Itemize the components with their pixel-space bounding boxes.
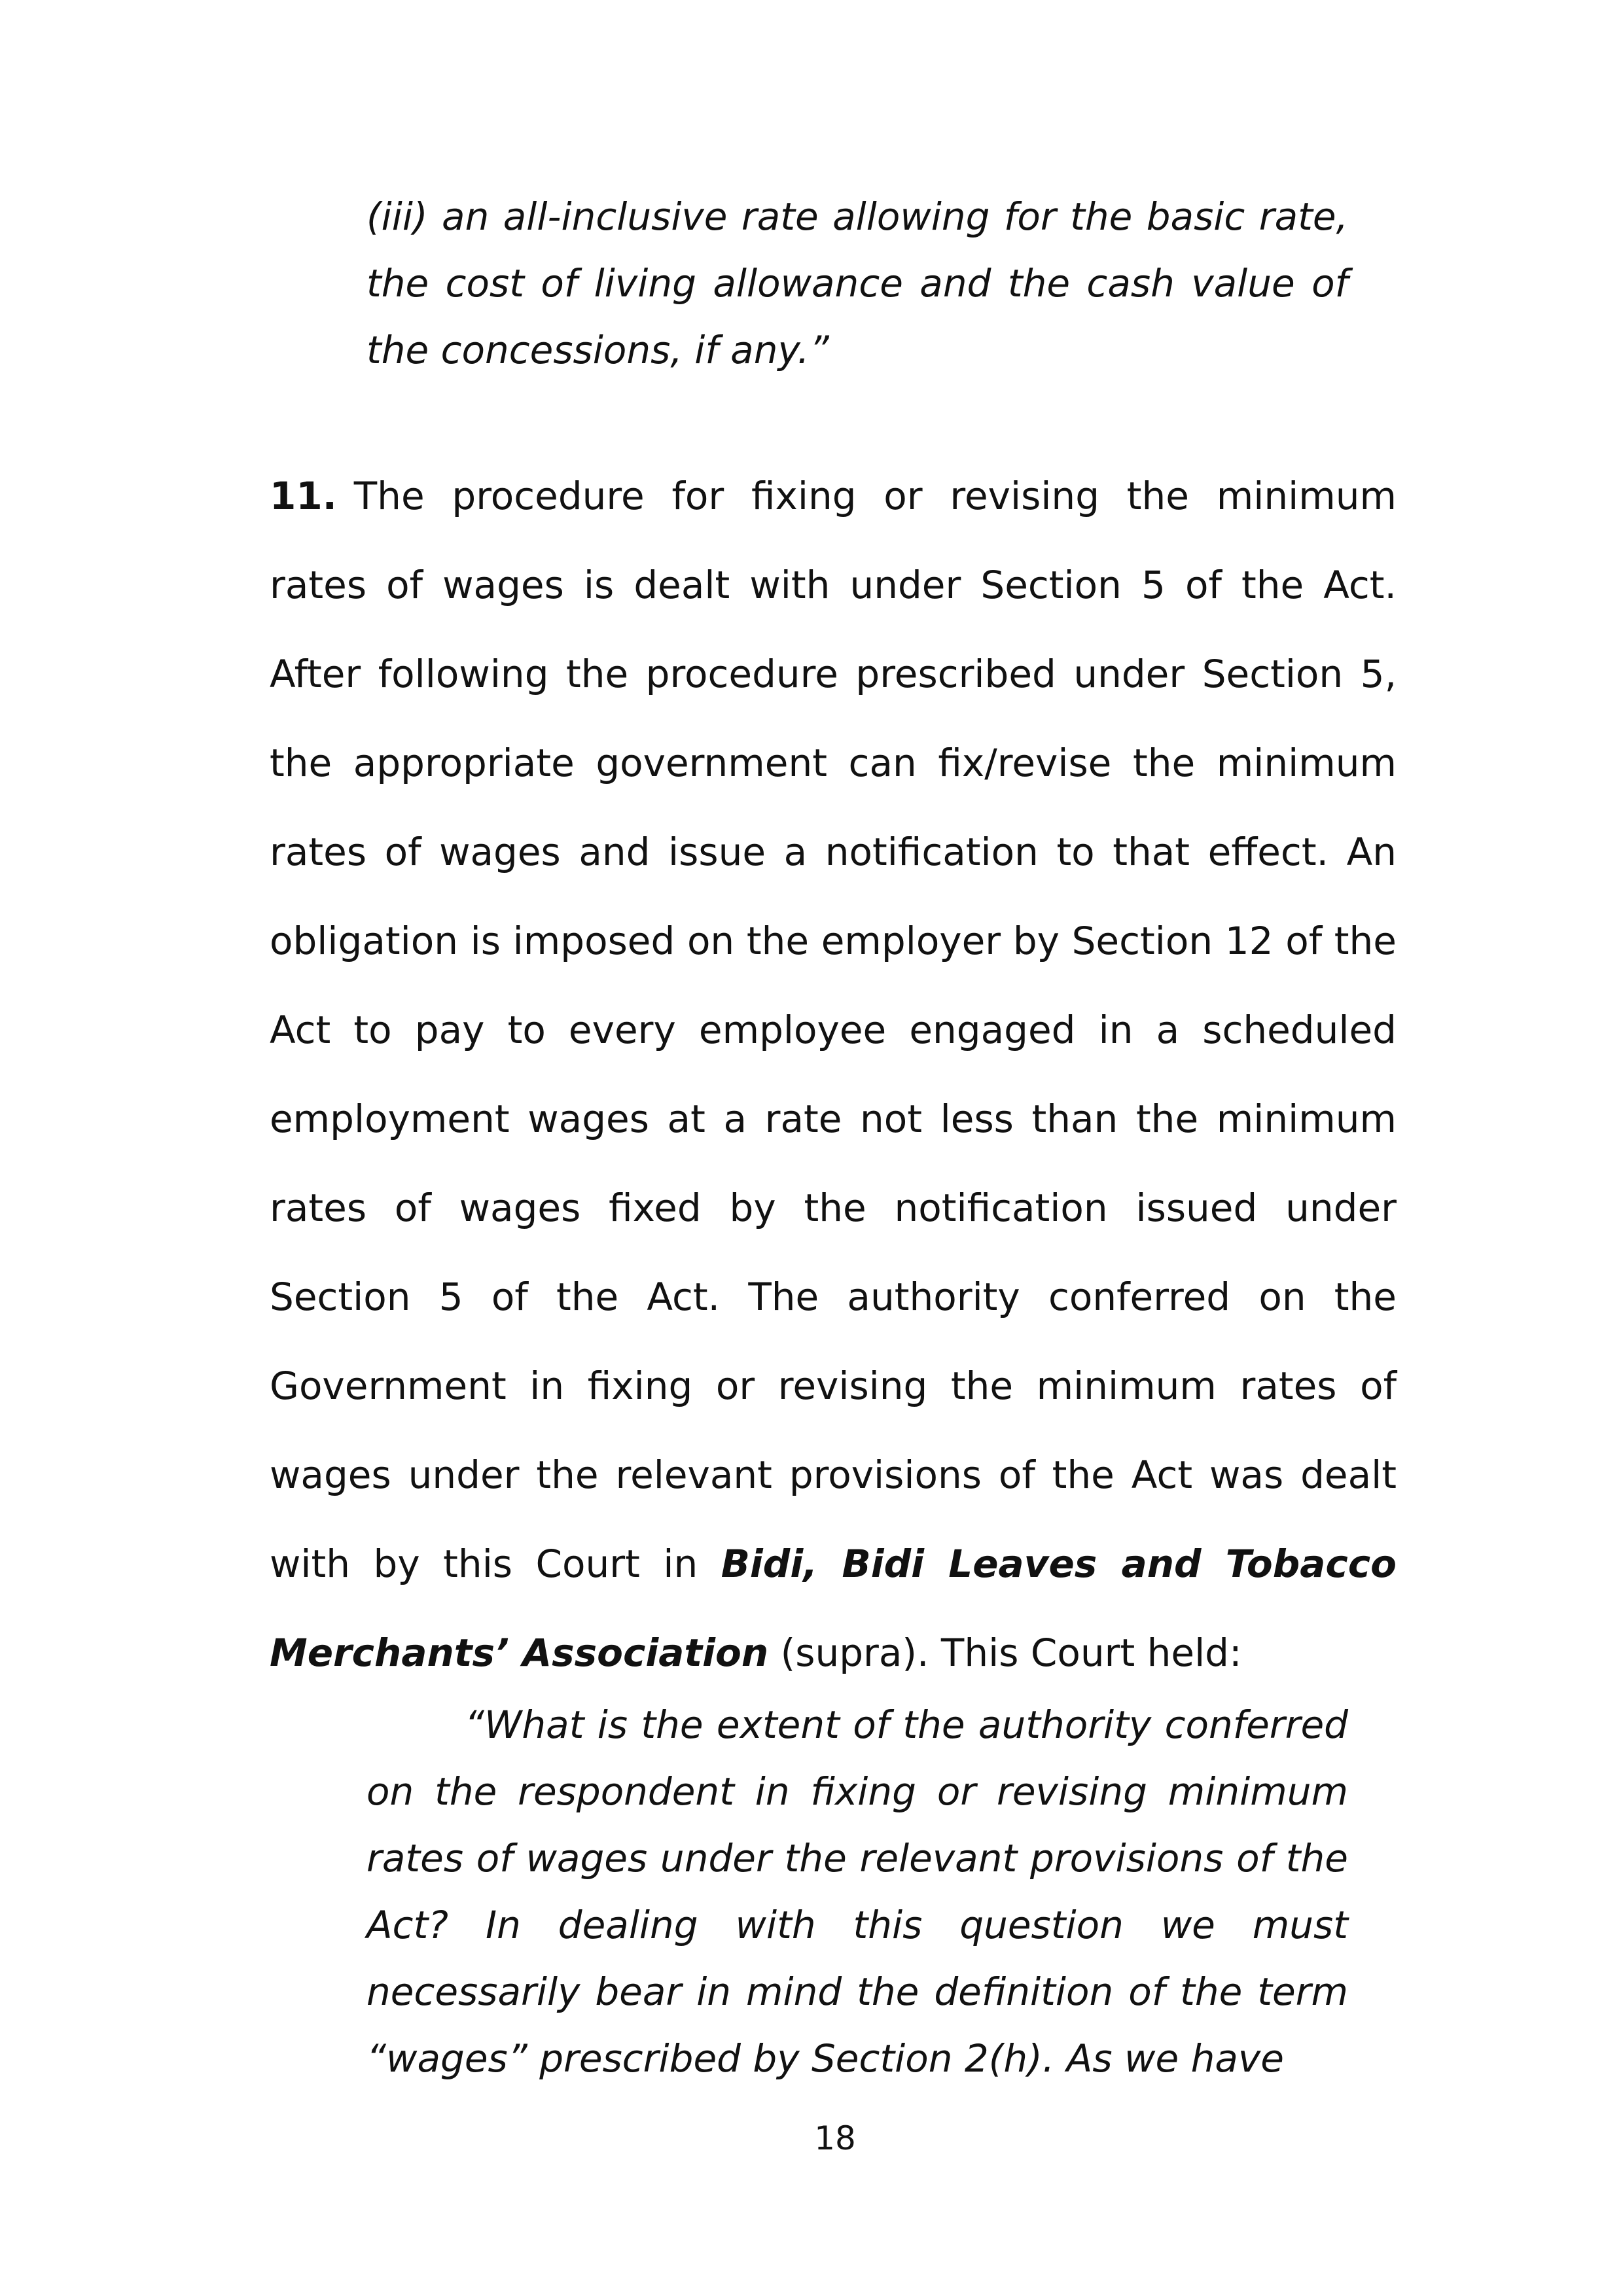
case-name: Bidi, Bidi Leaves and Tobacco Merchants’ Association — [270, 1542, 1397, 1675]
quote-top-text: (iii) an all-inclusive rate allowing for the basic rate, the cost of living allowance and the cash value of the concessions, if any.” — [366, 194, 1348, 372]
paragraph-text-after-case: (supra). This Court held: — [768, 1631, 1242, 1675]
paragraph-number: 11. — [270, 474, 337, 518]
block-quote-top — [366, 183, 1348, 383]
quote-bottom-text: “What is the extent of the authority conferred on the respondent in fixing or revising minimum rates of wages under the relevant provisions of the Act? In dealing with this question we must necessarily bear in mind the definition of the term “wages” prescribed by Section 2(h). As we have — [366, 1703, 1348, 2081]
block-quote-bottom — [366, 1691, 1348, 2092]
paragraph-text-before-case: The procedure for fixing or revising the minimum rates of wages is dealt with under Section 5 of the Act. After following the procedure prescribed under Section 5, the appropriate government can fix/revise the minimum rates of wages and issue a notification to that effect. An obligation is imposed on the employer by Section 12 of the Act to pay to every employee engaged in a scheduled employment wages at a rate not less than the minimum rates of wages fixed by the notification issued under Section 5 of the Act. The authority conferred on the Government in fixing or revising the minimum rates of wages under the relevant provisions of the Act was dealt with by this Court in — [270, 474, 1397, 1586]
page-number: 18 — [814, 2119, 856, 2157]
paragraph-11 — [270, 451, 1397, 1697]
